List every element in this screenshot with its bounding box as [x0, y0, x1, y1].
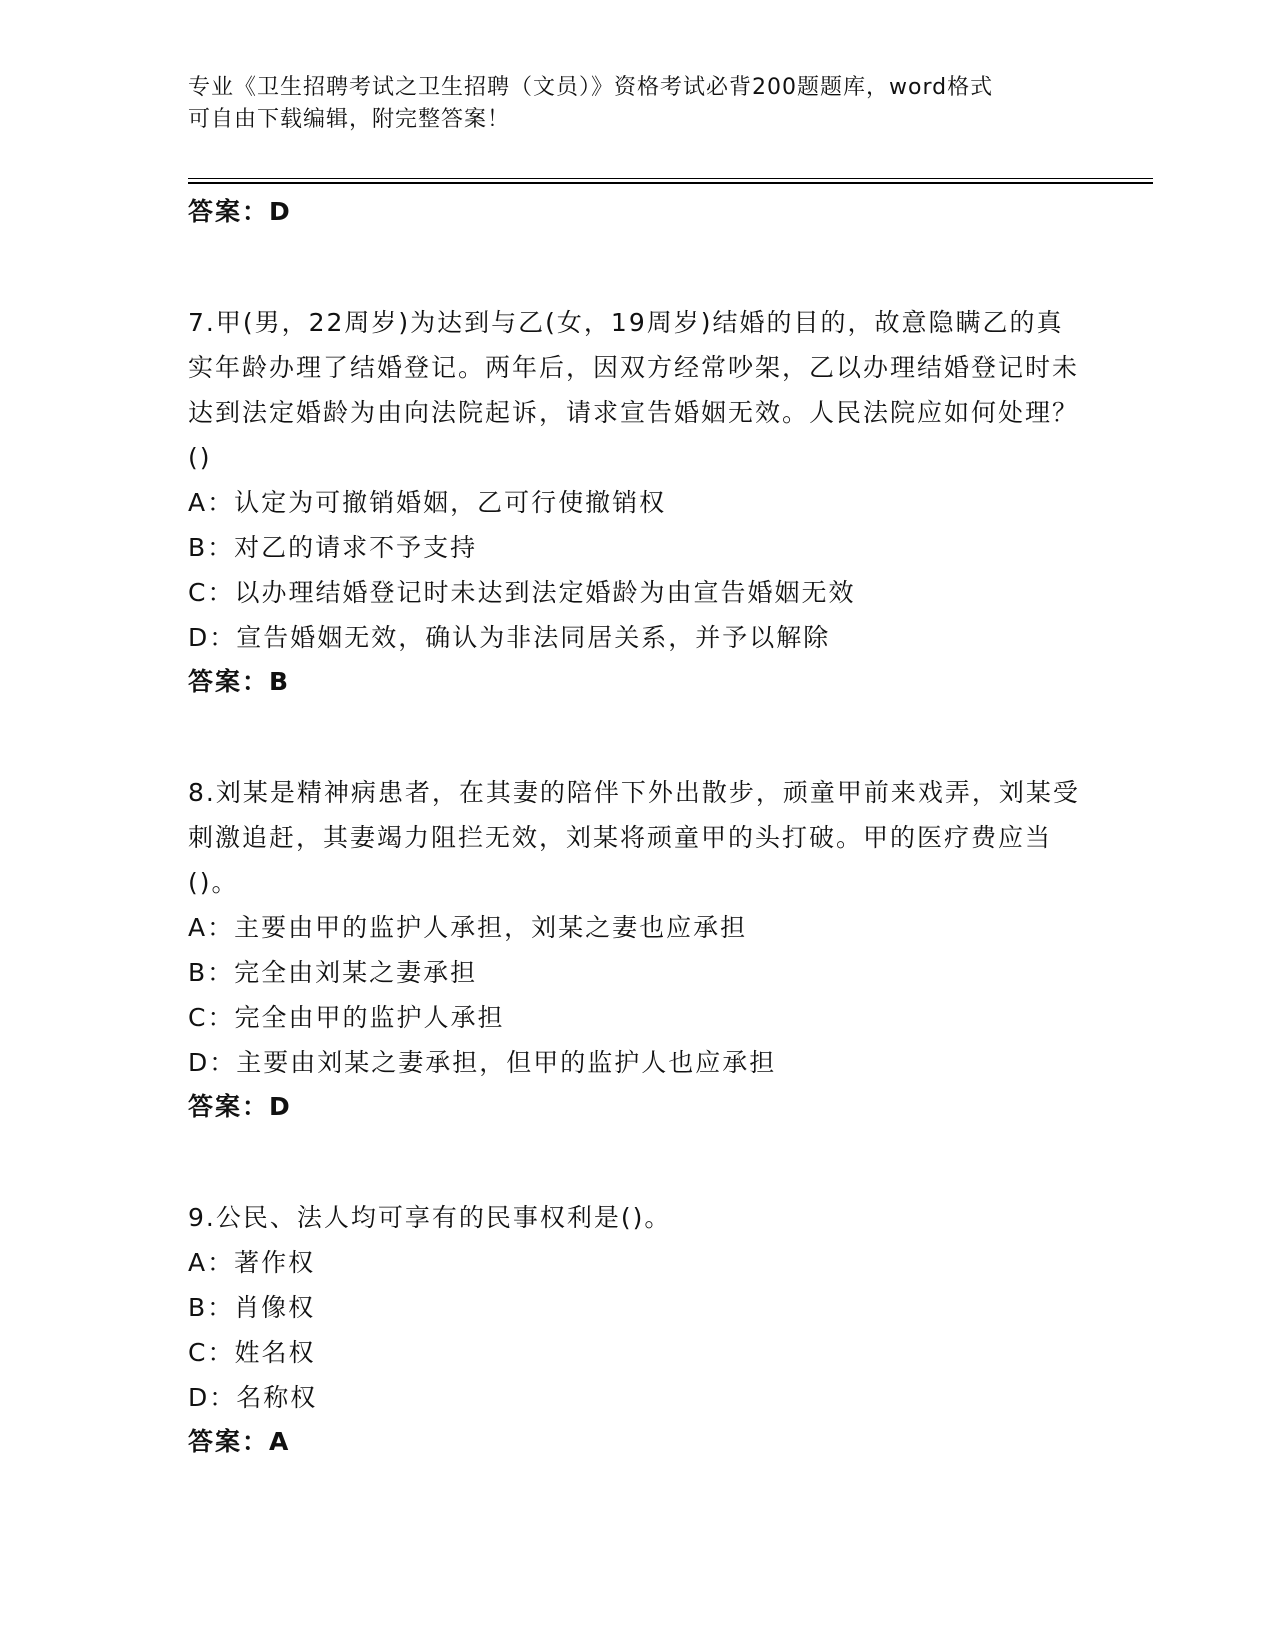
document-header	[188, 72, 1088, 136]
option-d: D：主要由刘某之妻承担，但甲的监护人也应承担	[188, 1048, 777, 1077]
option-b: B：肖像权	[188, 1293, 316, 1322]
question-8	[188, 770, 1088, 1129]
previous-answer: 答案：D	[188, 197, 292, 226]
option-a: A：著作权	[188, 1248, 316, 1277]
document-body	[188, 190, 1088, 1464]
header-line-2: 可自由下载编辑，附完整答案！	[188, 107, 511, 132]
option-b: B：完全由刘某之妻承担	[188, 958, 478, 987]
header-line-1: 专业《卫生招聘考试之卫生招聘（文员）》资格考试必背200题题库，word格式	[188, 75, 994, 100]
question-answer: 答案：D	[188, 1092, 292, 1121]
option-d: D：宣告婚姻无效，确认为非法同居关系，并予以解除	[188, 623, 831, 652]
header-rule-thick	[188, 182, 1153, 184]
question-9	[188, 1195, 1088, 1464]
question-stem: 9.公民、法人均可享有的民事权利是()。	[188, 1203, 672, 1232]
question-answer: 答案：A	[188, 1427, 291, 1456]
question-7	[188, 300, 1088, 704]
question-stem: 8.刘某是精神病患者，在其妻的陪伴下外出散步，顽童甲前来戏弄，刘某受刺激追赶，其妻竭力阻拦无效，刘某将顽童甲的头打破。甲的医疗费应当()。	[188, 778, 1080, 897]
header-rule-thin	[188, 178, 1153, 179]
option-c: C：姓名权	[188, 1338, 316, 1367]
option-b: B：对乙的请求不予支持	[188, 533, 478, 562]
question-stem: 7.甲(男，22周岁)为达到与乙(女，19周岁)结婚的目的，故意隐瞒乙的真实年龄办理了结婚登记。两年后，因双方经常吵架，乙以办理结婚登记时未达到法定婚龄为由向法院起诉，请求宣告婚姻无效。人民法院应如何处理？()	[188, 308, 1080, 472]
option-c: C：以办理结婚登记时未达到法定婚龄为由宣告婚姻无效	[188, 578, 856, 607]
option-a: A：认定为可撤销婚姻，乙可行使撤销权	[188, 488, 667, 517]
option-c: C：完全由甲的监护人承担	[188, 1003, 505, 1032]
option-d: D：名称权	[188, 1383, 318, 1412]
option-a: A：主要由甲的监护人承担，刘某之妻也应承担	[188, 913, 748, 942]
question-answer: 答案：B	[188, 667, 291, 696]
